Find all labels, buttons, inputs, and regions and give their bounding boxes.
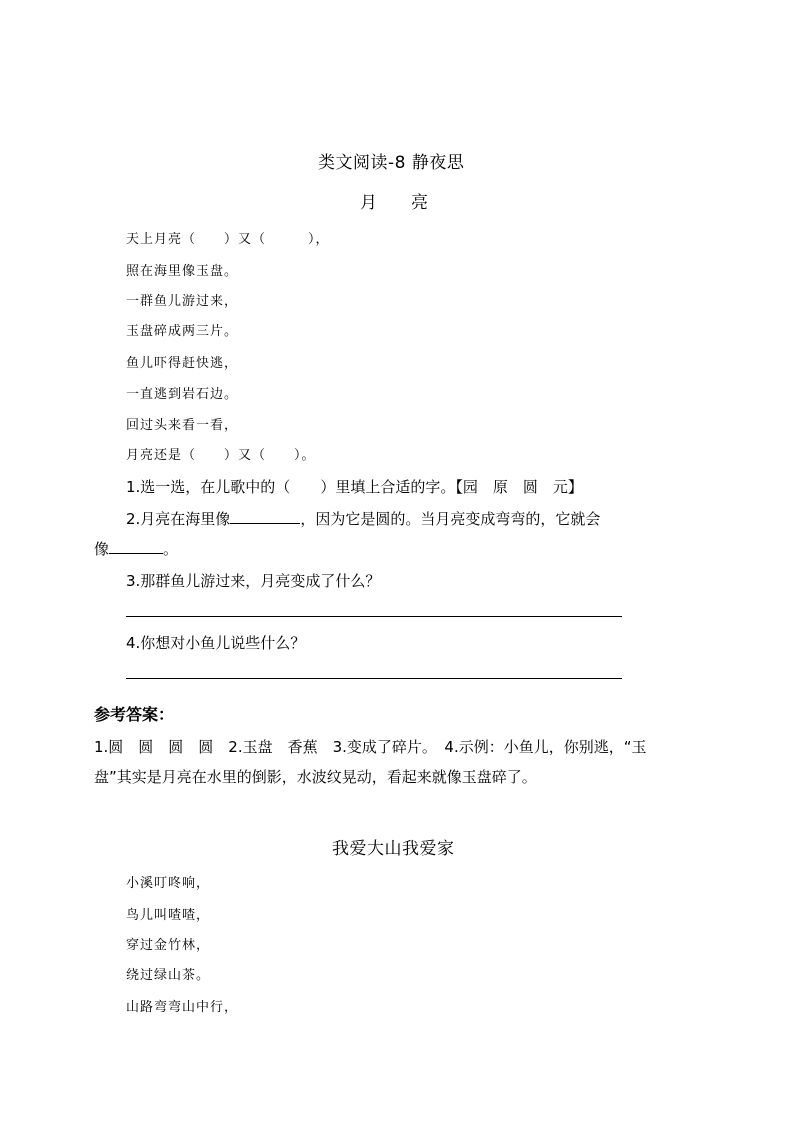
poem1-line: 鱼儿吓得赶快逃，: [126, 356, 239, 371]
poem1-line: 一直逃到岩石边。: [126, 387, 239, 402]
poem2-line: 穿过金竹林，: [126, 938, 211, 953]
answer-line[interactable]: [126, 678, 622, 679]
question-3: 3.那群鱼儿游过来，月亮变成了什么？: [126, 572, 381, 590]
question-2-text: ，因为它是圆的。当月亮变成弯弯的，它就会: [300, 510, 601, 528]
story2-title: 我爱大山我爱家: [332, 839, 455, 859]
answer-line[interactable]: [126, 616, 622, 617]
page-title: 类文阅读-8 静夜思: [318, 153, 465, 173]
poem1-line: 一群鱼儿游过来，: [126, 294, 239, 309]
poem2-line: 绕过绿山茶。: [126, 968, 211, 983]
poem1-line: 玉盘碎成两三片。: [126, 324, 239, 339]
answers-line: 1.圆 圆 圆 圆 2.玉盘 香蕉 3.变成了碎片。 4.示例：小鱼儿，你别逃，“玉: [94, 738, 647, 756]
poem1-line: 照在海里像玉盘。: [126, 264, 239, 279]
poem2-line: 山路弯弯山中行，: [126, 1000, 239, 1015]
poem2-line: 鸟儿叫喳喳，: [126, 908, 211, 923]
question-2-text: 2.月亮在海里像: [126, 510, 231, 528]
answer-blank[interactable]: [230, 509, 300, 524]
poem1-line: 回过头来看一看，: [126, 418, 239, 433]
poem2-line: 小溪叮咚响，: [126, 876, 211, 891]
question-4: 4.你想对小鱼儿说些什么？: [126, 634, 306, 652]
answers-line: 盘”其实是月亮在水里的倒影，水波纹晃动，看起来就像玉盘碎了。: [94, 768, 537, 786]
poem1-line: 天上月亮（ ）又（ ），: [126, 232, 330, 247]
answers-heading: 参考答案：: [94, 705, 175, 724]
question-2-text: 。: [163, 540, 179, 558]
question-2-text: 像: [94, 540, 110, 558]
answer-blank[interactable]: [109, 539, 163, 554]
question-1: 1.选一选，在儿歌中的（ ）里填上合适的字。【园 原 圆 元】: [126, 478, 583, 496]
question-2-cont: [94, 538, 178, 559]
question-2: [126, 508, 600, 529]
story1-title: 月 亮: [360, 193, 428, 213]
poem1-line: 月亮还是（ ）又（ ）。: [126, 448, 316, 463]
